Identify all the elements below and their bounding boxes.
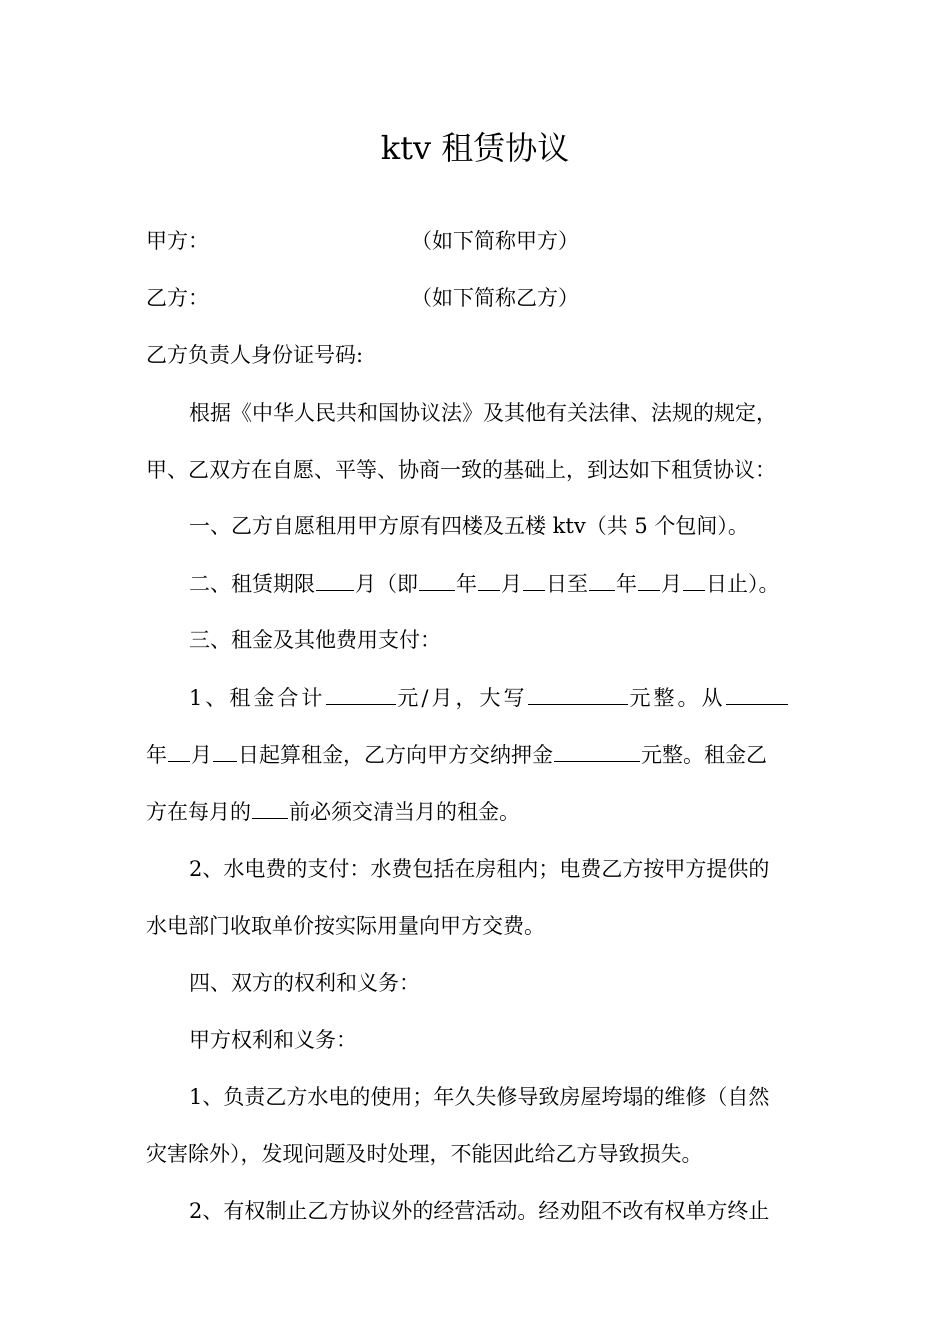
item-1-text-c2: 日起算租金，乙方向甲方交纳押金	[238, 743, 553, 767]
blank-end-year	[589, 568, 615, 591]
clause-2-text-h: 日止）。	[706, 572, 780, 596]
party-a-rights-heading: 甲方权利和义务：	[189, 1028, 357, 1052]
blank-end-month	[638, 568, 660, 591]
item-1-text-year: 年	[146, 743, 167, 767]
item-1-text-b: 元/月，大写	[397, 686, 528, 710]
item-1-text-a: 1、租金合计	[189, 686, 326, 710]
party-b-note: （如下简称乙方）	[411, 286, 579, 310]
document-title: ktv 租赁协议	[380, 129, 570, 167]
blank-payment-day	[252, 796, 288, 819]
item-1-text-a3: 方在每月的	[146, 800, 251, 824]
basis-paragraph-line-2: 甲、乙双方在自愿、平等、协商一致的基础上，到达如下租赁协议：	[146, 458, 776, 482]
item-2-line-1: 2、水电费的支付：水费包括在房租内；电费乙方按甲方提供的	[189, 857, 770, 881]
item-1-line-1	[189, 682, 789, 712]
clause-2-text-d: 月	[501, 572, 522, 596]
clause-2-text-g: 月	[661, 572, 682, 596]
right-2-line-1: 2、有权制止乙方协议外的经营活动。经劝阻不改有权单方终止	[189, 1199, 770, 1223]
clause-2-text-c: 年	[456, 572, 477, 596]
party-a-label: 甲方：	[146, 229, 209, 253]
party-b-label: 乙方：	[146, 286, 209, 310]
clause-2-text-e: 日至	[546, 572, 588, 596]
blank-rent-uppercase	[528, 682, 628, 705]
blank-start-year	[419, 568, 455, 591]
item-1-text-b3: 前必须交清当月的租金。	[289, 800, 520, 824]
item-1-line-2	[146, 739, 767, 769]
blank-rent-start-month	[168, 739, 190, 762]
item-2-line-2: 水电部门收取单价按实际用量向甲方交费。	[146, 914, 545, 938]
blank-rent-start-day	[213, 739, 237, 762]
right-1-line-2: 灾害除外），发现问题及时处理，不能因此给乙方导致损失。	[146, 1142, 703, 1166]
blank-rent-amount	[326, 682, 396, 705]
clause-2-text-b: 月（即	[355, 572, 418, 596]
clause-2-text-a: 二、租赁期限	[189, 572, 315, 596]
item-1-text-d2: 元整。租金乙	[641, 743, 767, 767]
blank-months	[316, 568, 354, 591]
clause-4: 四、双方的权利和义务：	[189, 971, 420, 995]
party-a-note: （如下简称甲方）	[411, 229, 579, 253]
blank-start-day	[523, 568, 545, 591]
clause-2-text-f: 年	[616, 572, 637, 596]
clause-1: 一、乙方自愿租用甲方原有四楼及五楼 ktv（共 5 个包间）。	[189, 514, 749, 538]
id-number-label: 乙方负责人身份证号码:	[146, 343, 364, 367]
clause-2	[189, 568, 780, 598]
blank-rent-start-year	[726, 682, 788, 705]
blank-deposit-amount	[554, 739, 640, 762]
blank-end-day	[683, 568, 705, 591]
item-1-text-c: 元整。从	[629, 686, 726, 710]
party-b-line	[146, 283, 579, 313]
item-1-text-month: 月	[191, 743, 212, 767]
blank-start-month	[478, 568, 500, 591]
basis-paragraph-line-1: 根据《中华人民共和国协议法》及其他有关法律、法规的规定，	[189, 401, 777, 425]
right-1-line-1: 1、负责乙方水电的使用；年久失修导致房屋垮塌的维修（自然	[189, 1085, 770, 1109]
item-1-line-3	[146, 796, 520, 826]
clause-3: 三、租金及其他费用支付：	[189, 628, 441, 652]
party-a-line	[146, 226, 579, 256]
